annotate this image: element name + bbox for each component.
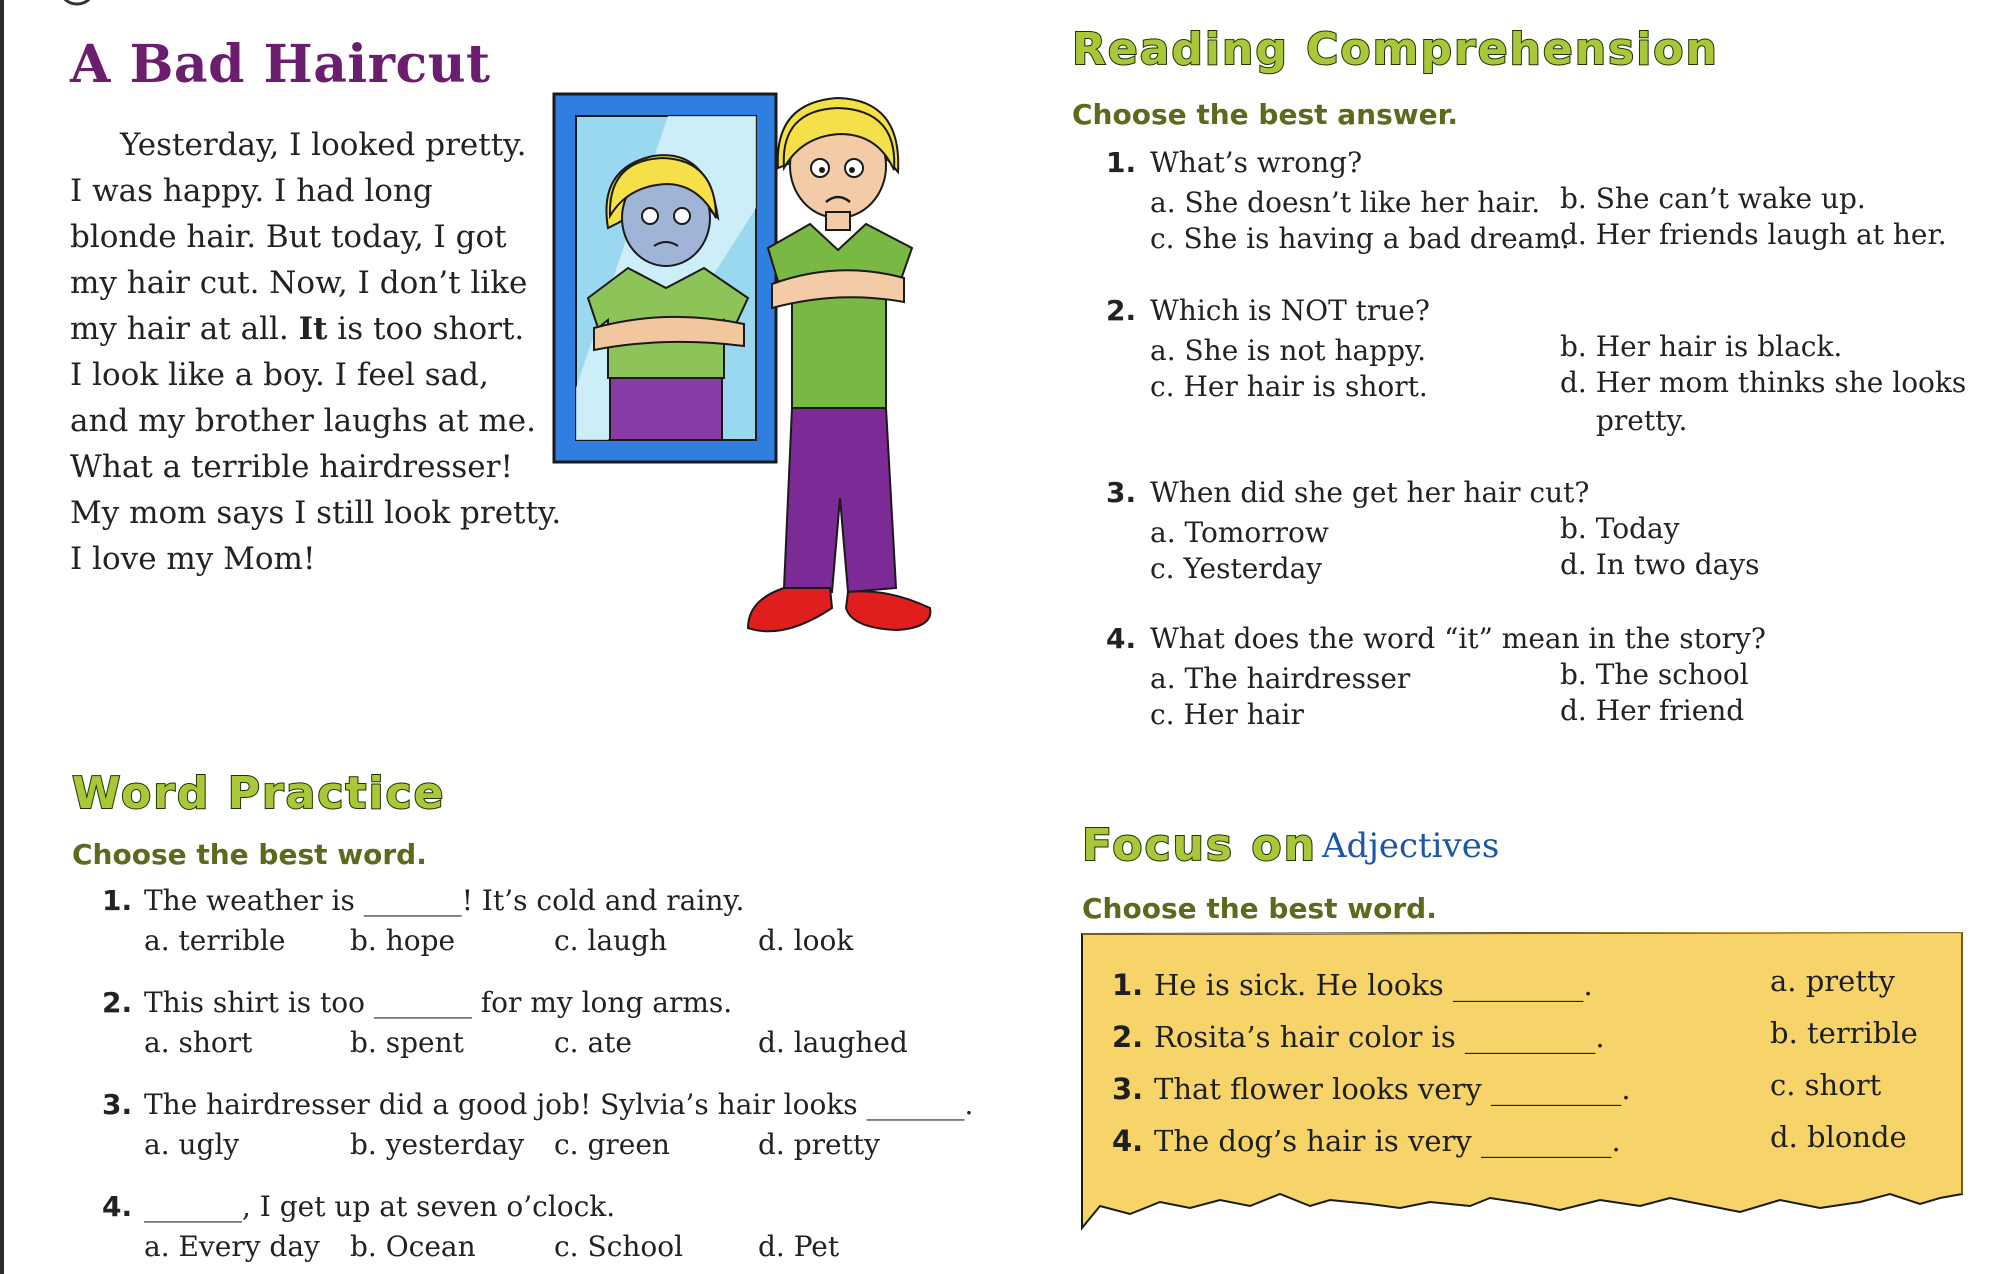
story-line: and my brother laughs at me.	[70, 403, 536, 439]
answer-option[interactable]: b. The school	[1560, 658, 1749, 691]
answer-option[interactable]: d. Her mom thinks she looks	[1560, 366, 1967, 399]
answer-option[interactable]: b. Her hair is black.	[1560, 330, 1843, 363]
story-line: blonde hair. But today, I got	[70, 219, 507, 255]
page-binding-edge	[0, 0, 4, 1274]
answer-option[interactable]: c. ate	[554, 1026, 632, 1059]
answer-option-continued: pretty.	[1596, 404, 1688, 437]
mirror-icon	[554, 94, 776, 462]
story-line: What a terrible hairdresser!	[70, 449, 513, 485]
answer-option[interactable]: b. hope	[350, 924, 456, 957]
answer-option[interactable]: c. School	[554, 1230, 684, 1263]
answer-option[interactable]: b. yesterday	[350, 1128, 525, 1161]
story-line: my hair at all. It is too short.	[70, 311, 525, 347]
answer-option[interactable]: d. Her friends laugh at her.	[1560, 218, 1947, 251]
focus-topic-adjectives: Adjectives	[1322, 826, 1500, 866]
answer-option[interactable]: b. spent	[350, 1026, 464, 1059]
focus-instruction: Choose the best word.	[1082, 892, 1437, 925]
adjective-option[interactable]: d. blonde	[1770, 1120, 1907, 1154]
adjective-option[interactable]: c. short	[1770, 1068, 1882, 1102]
answer-option[interactable]: a. The hairdresser	[1150, 662, 1411, 695]
answer-option[interactable]: d. pretty	[758, 1128, 880, 1161]
answer-option[interactable]: a. short	[144, 1026, 253, 1059]
answer-option[interactable]: c. Yesterday	[1150, 552, 1323, 585]
word-practice-heading: Word Practice	[72, 768, 446, 819]
adjective-option[interactable]: a. pretty	[1770, 964, 1896, 998]
adjective-item-4: 4. The dog’s hair is very _________.	[1112, 1124, 1621, 1158]
adjective-option[interactable]: b. terrible	[1770, 1016, 1918, 1050]
corner-ornament-icon	[60, 0, 94, 10]
answer-option[interactable]: b. Today	[1560, 512, 1680, 545]
story-text	[70, 122, 590, 582]
answer-option[interactable]: d. Pet	[758, 1230, 840, 1263]
adjective-item-1: 1. He is sick. He looks _________.	[1112, 968, 1593, 1002]
story-line: I was happy. I had long	[70, 173, 433, 209]
story-line: my hair cut. Now, I don’t like	[70, 265, 528, 301]
answer-option[interactable]: d. look	[758, 924, 854, 957]
answer-option[interactable]: d. Her friend	[1560, 694, 1745, 727]
answer-option[interactable]: a. terrible	[144, 924, 286, 957]
girl-mirror-illustration	[548, 88, 968, 688]
word-practice-instruction: Choose the best word.	[72, 838, 427, 871]
focus-on-heading: Focus on	[1082, 820, 1317, 871]
answer-option[interactable]: c. She is having a bad dream.	[1150, 222, 1570, 255]
answer-option[interactable]: b. She can’t wake up.	[1560, 182, 1866, 215]
story-line: I look like a boy. I feel sad,	[70, 357, 489, 393]
answer-option[interactable]: a. Every day	[144, 1230, 320, 1263]
reading-instruction: Choose the best answer.	[1072, 98, 1459, 131]
answer-option[interactable]: a. Tomorrow	[1150, 516, 1329, 549]
answer-option[interactable]: a. ugly	[144, 1128, 240, 1161]
answer-option[interactable]: c. green	[554, 1128, 670, 1161]
answer-option[interactable]: b. Ocean	[350, 1230, 476, 1263]
answer-option[interactable]: c. Her hair	[1150, 698, 1304, 731]
story-line: I love my Mom!	[70, 541, 316, 577]
story-title: A Bad Haircut	[70, 34, 491, 95]
answer-option[interactable]: c. laugh	[554, 924, 668, 957]
answer-option[interactable]: a. She doesn’t like her hair.	[1150, 186, 1541, 219]
answer-option[interactable]: d. laughed	[758, 1026, 908, 1059]
answer-option[interactable]: a. She is not happy.	[1150, 334, 1427, 367]
adjective-item-3: 3. That flower looks very _________.	[1112, 1072, 1631, 1106]
reading-comprehension-heading: Reading Comprehension	[1072, 24, 1719, 75]
story-line: My mom says I still look pretty.	[70, 495, 562, 531]
story-line: Yesterday, I looked pretty.	[120, 127, 527, 163]
story-emphasis-it: It	[298, 311, 328, 347]
answer-option[interactable]: c. Her hair is short.	[1150, 370, 1428, 403]
answer-option[interactable]: d. In two days	[1560, 548, 1760, 581]
adjective-item-2: 2. Rosita’s hair color is _________.	[1112, 1020, 1605, 1054]
